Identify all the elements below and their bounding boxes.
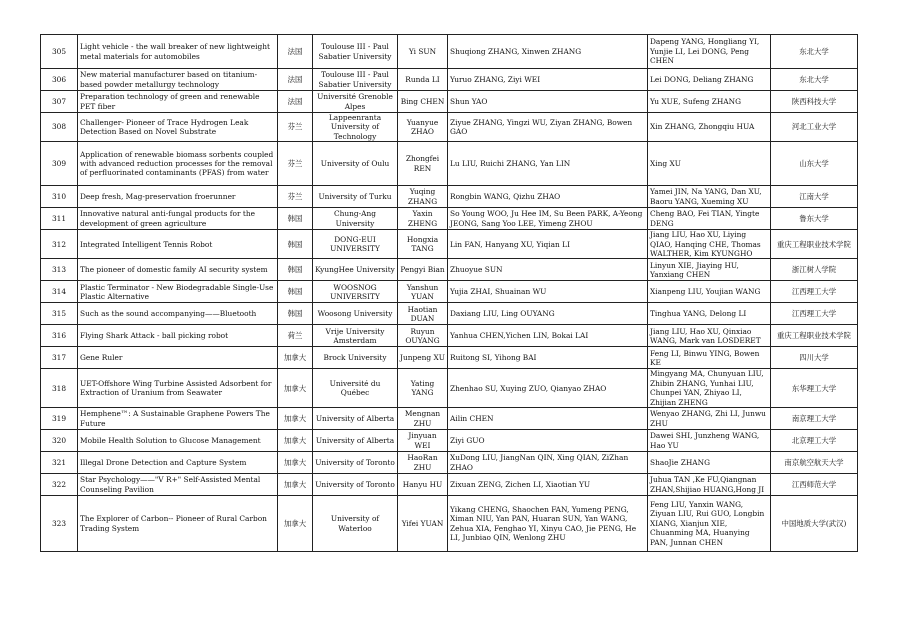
team-leader-cell: Yanshun YUAN: [398, 281, 448, 303]
row-number-cell: 316: [41, 325, 78, 347]
team-leader-cell: Yaxin ZHENG: [398, 208, 448, 230]
team-members-cell: Yanhua CHEN,Yichen LIN, Bokai LAI: [448, 325, 648, 347]
mentors-cell: Feng LIU, Yanxin WANG, Ziyuan LIU, Rui GUO, Longbin XIANG, Xianjun XIE, Chuanming MA, Huanying PAN, Junnan CHEN: [648, 496, 771, 552]
university-cell: University of Waterloo: [313, 496, 398, 552]
home-school-cell: 山东大学: [771, 142, 858, 186]
university-cell: Chung-Ang University: [313, 208, 398, 230]
mentors-cell: Linyun XIE, Jiaying HU, Yanxiang CHEN: [648, 259, 771, 281]
mentors-cell: Feng LI, Binwu YING, Bowen KE: [648, 347, 771, 369]
team-leader-cell: Yuqing ZHANG: [398, 186, 448, 208]
country-cell: 韩国: [278, 230, 313, 259]
team-members-cell: Shuqiong ZHANG, Xinwen ZHANG: [448, 35, 648, 69]
row-number-cell: 319: [41, 408, 78, 430]
row-number-cell: 313: [41, 259, 78, 281]
row-number-cell: 321: [41, 452, 78, 474]
table-row: [41, 303, 858, 325]
mentors-cell: Dawei SHI, Junzheng WANG, Hao YU: [648, 430, 771, 452]
country-cell: 加拿大: [278, 496, 313, 552]
project-name-cell: Illegal Drone Detection and Capture System: [78, 452, 278, 474]
project-name-cell: The pioneer of domestic family AI security system: [78, 259, 278, 281]
award-table: [40, 34, 858, 552]
country-cell: 芬兰: [278, 113, 313, 142]
team-members-cell: Ziyi GUO: [448, 430, 648, 452]
project-name-cell: Preparation technology of green and renewable PET fiber: [78, 91, 278, 113]
country-cell: 加拿大: [278, 408, 313, 430]
team-leader-cell: Jinyuan WEI: [398, 430, 448, 452]
country-cell: 法国: [278, 91, 313, 113]
university-cell: University of Alberta: [313, 430, 398, 452]
team-leader-cell: Yating YANG: [398, 369, 448, 408]
team-members-cell: Lu LIU, Ruichi ZHANG, Yan LIN: [448, 142, 648, 186]
home-school-cell: 鲁东大学: [771, 208, 858, 230]
country-cell: 加拿大: [278, 347, 313, 369]
university-cell: University of Oulu: [313, 142, 398, 186]
team-leader-cell: Ruyun OUYANG: [398, 325, 448, 347]
university-cell: University of Toronto: [313, 474, 398, 496]
mentors-cell: Cheng BAO, Fei TIAN, Yingte DENG: [648, 208, 771, 230]
country-cell: 韩国: [278, 259, 313, 281]
row-number-cell: 305: [41, 35, 78, 69]
team-leader-cell: Zhongfei REN: [398, 142, 448, 186]
university-cell: KyungHee University: [313, 259, 398, 281]
mentors-cell: Lei DONG, Deliang ZHANG: [648, 69, 771, 91]
mentors-cell: Juhua TAN ,Ke FU,Qiangnan ZHAN,Shijiao HUANG,Hong JI: [648, 474, 771, 496]
table-row: [41, 325, 858, 347]
table-row: [41, 347, 858, 369]
team-leader-cell: Bing CHEN: [398, 91, 448, 113]
mentors-cell: Jiang LIU, Hao XU, Liying QIAO, Hanqing CHE, Thomas WALTHER, Kim KYUNGHO: [648, 230, 771, 259]
country-cell: 韩国: [278, 208, 313, 230]
row-number-cell: 306: [41, 69, 78, 91]
project-name-cell: UET-Offshore Wing Turbine Assisted Adsorbent for Extraction of Uranium from Seawater: [78, 369, 278, 408]
team-members-cell: Yikang CHENG, Shaochen FAN, Yumeng PENG, Ximan NIU, Yan PAN, Huaran SUN, Yan WANG, Zehua XIA, Fenghao YI, Xinyu CAO, Jie PENG, He LI, Junbiao QIN, Wenlong ZHU: [448, 496, 648, 552]
table-row: [41, 186, 858, 208]
country-cell: 法国: [278, 69, 313, 91]
university-cell: Vrije University Amsterdam: [313, 325, 398, 347]
home-school-cell: 陕西科技大学: [771, 91, 858, 113]
team-members-cell: Ruitong SI, Yihong BAI: [448, 347, 648, 369]
team-leader-cell: Mengnan ZHU: [398, 408, 448, 430]
university-cell: University of Toronto: [313, 452, 398, 474]
home-school-cell: 重庆工程职业技术学院: [771, 325, 858, 347]
table-row: [41, 208, 858, 230]
university-cell: Brock University: [313, 347, 398, 369]
home-school-cell: 北京理工大学: [771, 430, 858, 452]
team-members-cell: Ailin CHEN: [448, 408, 648, 430]
table-row: [41, 452, 858, 474]
row-number-cell: 322: [41, 474, 78, 496]
mentors-cell: Tinghua YANG, Delong LI: [648, 303, 771, 325]
country-cell: 芬兰: [278, 142, 313, 186]
row-number-cell: 314: [41, 281, 78, 303]
row-number-cell: 317: [41, 347, 78, 369]
home-school-cell: 东华理工大学: [771, 369, 858, 408]
team-leader-cell: HaoRan ZHU: [398, 452, 448, 474]
team-leader-cell: Yi SUN: [398, 35, 448, 69]
project-name-cell: Gene Ruler: [78, 347, 278, 369]
university-cell: Toulouse III - Paul Sabatier University: [313, 69, 398, 91]
country-cell: 加拿大: [278, 474, 313, 496]
team-members-cell: Yuruo ZHANG, Ziyi WEI: [448, 69, 648, 91]
project-name-cell: Hemphene™: A Sustainable Graphene Powers The Future: [78, 408, 278, 430]
country-cell: 韩国: [278, 281, 313, 303]
mentors-cell: Jiang LIU, Hao XU, Qinxiao WANG, Mark van LOSDERET: [648, 325, 771, 347]
table-row: [41, 113, 858, 142]
table-row: [41, 408, 858, 430]
home-school-cell: 江西理工大学: [771, 281, 858, 303]
project-name-cell: Innovative natural anti-fungal products for the development of green agriculture: [78, 208, 278, 230]
home-school-cell: 中国地质大学(武汉): [771, 496, 858, 552]
home-school-cell: 南京航空航天大学: [771, 452, 858, 474]
table-row: [41, 281, 858, 303]
project-name-cell: Application of renewable biomass sorbents coupled with advanced reduction processes for the removal of perfluorinated contaminants (PFAS) from water: [78, 142, 278, 186]
university-cell: Toulouse III - Paul Sabatier University: [313, 35, 398, 69]
university-cell: Université Grenoble Alpes: [313, 91, 398, 113]
table-row: [41, 35, 858, 69]
team-members-cell: Lin FAN, Hanyang XU, Yiqian LI: [448, 230, 648, 259]
team-members-cell: Rongbin WANG, Qizhu ZHAO: [448, 186, 648, 208]
home-school-cell: 东北大学: [771, 69, 858, 91]
home-school-cell: 江西师范大学: [771, 474, 858, 496]
table-row: [41, 430, 858, 452]
mentors-cell: Mingyang MA, Chunyuan LIU, Zhibin ZHANG, Yunhai LIU, Chunpei YAN, Zhiyao LI, Zhijian ZHENG: [648, 369, 771, 408]
university-cell: Lappeenranta University of Technology: [313, 113, 398, 142]
country-cell: 韩国: [278, 303, 313, 325]
project-name-cell: Challenger- Pioneer of Trace Hydrogen Leak Detection Based on Novel Substrate: [78, 113, 278, 142]
mentors-cell: Xing XU: [648, 142, 771, 186]
university-cell: University of Turku: [313, 186, 398, 208]
project-name-cell: Integrated Intelligent Tennis Robot: [78, 230, 278, 259]
mentors-cell: Xianpeng LIU, Youjian WANG: [648, 281, 771, 303]
row-number-cell: 320: [41, 430, 78, 452]
university-cell: WOOSNOG UNIVERSITY: [313, 281, 398, 303]
table-row: [41, 259, 858, 281]
home-school-cell: 江西理工大学: [771, 303, 858, 325]
project-name-cell: Star Psychology——"V R+" Self-Assisted Mental Counseling Pavilion: [78, 474, 278, 496]
country-cell: 芬兰: [278, 186, 313, 208]
home-school-cell: 东北大学: [771, 35, 858, 69]
row-number-cell: 310: [41, 186, 78, 208]
home-school-cell: 浙江树人学院: [771, 259, 858, 281]
team-members-cell: So Young WOO, Ju Hee IM, Su Been PARK, A-Yeong JEONG, Sang Yoo LEE, Yimeng ZHOU: [448, 208, 648, 230]
team-members-cell: Zhenhao SU, Xuying ZUO, Qianyao ZHAO: [448, 369, 648, 408]
country-cell: 加拿大: [278, 452, 313, 474]
home-school-cell: 四川大学: [771, 347, 858, 369]
team-members-cell: Ziyue ZHANG, Yingzi WU, Ziyan ZHANG, Bowen GAO: [448, 113, 648, 142]
mentors-cell: Yamei JIN, Na YANG, Dan XU, Baoru YANG, Xueming XU: [648, 186, 771, 208]
team-leader-cell: Hanyu HU: [398, 474, 448, 496]
project-name-cell: Such as the sound accompanying——Bluetooth: [78, 303, 278, 325]
team-leader-cell: Haotian DUAN: [398, 303, 448, 325]
table-row: [41, 69, 858, 91]
team-leader-cell: Runda LI: [398, 69, 448, 91]
mentors-cell: Xin ZHANG, Zhongqiu HUA: [648, 113, 771, 142]
mentors-cell: Wenyao ZHANG, Zhi LI, Junwu ZHU: [648, 408, 771, 430]
project-name-cell: Plastic Terminator - New Biodegradable Single-Use Plastic Alternative: [78, 281, 278, 303]
row-number-cell: 308: [41, 113, 78, 142]
project-name-cell: New material manufacturer based on titanium-based powder metallurgy technology: [78, 69, 278, 91]
table-row: [41, 496, 858, 552]
team-leader-cell: Junpeng XU: [398, 347, 448, 369]
row-number-cell: 312: [41, 230, 78, 259]
team-members-cell: XuDong LIU, JiangNan QIN, Xing QIAN, ZiZhan ZHAO: [448, 452, 648, 474]
table-row: [41, 230, 858, 259]
team-members-cell: Yujia ZHAI, Shuainan WU: [448, 281, 648, 303]
project-name-cell: Deep fresh, Mag-preservation froerunner: [78, 186, 278, 208]
university-cell: Woosong University: [313, 303, 398, 325]
row-number-cell: 323: [41, 496, 78, 552]
team-members-cell: Shun YAO: [448, 91, 648, 113]
home-school-cell: 南京理工大学: [771, 408, 858, 430]
project-name-cell: Mobile Health Solution to Glucose Management: [78, 430, 278, 452]
row-number-cell: 318: [41, 369, 78, 408]
row-number-cell: 315: [41, 303, 78, 325]
mentors-cell: Yu XUE, Sufeng ZHANG: [648, 91, 771, 113]
mentors-cell: Dapeng YANG, Hongliang YI, Yunjie LI, Lei DONG, Peng CHEN: [648, 35, 771, 69]
project-name-cell: Light vehicle - the wall breaker of new lightweight metal materials for automobiles: [78, 35, 278, 69]
team-members-cell: Zixuan ZENG, Zichen LI, Xiaotian YU: [448, 474, 648, 496]
table-row: [41, 142, 858, 186]
country-cell: 荷兰: [278, 325, 313, 347]
table-row: [41, 474, 858, 496]
table-body: [41, 35, 858, 552]
project-name-cell: Flying Shark Attack - ball picking robot: [78, 325, 278, 347]
team-leader-cell: Pengyi Bian: [398, 259, 448, 281]
home-school-cell: 重庆工程职业技术学院: [771, 230, 858, 259]
team-leader-cell: Yuanyue ZHAO: [398, 113, 448, 142]
country-cell: 加拿大: [278, 369, 313, 408]
home-school-cell: 江南大学: [771, 186, 858, 208]
table-row: [41, 91, 858, 113]
home-school-cell: 河北工业大学: [771, 113, 858, 142]
row-number-cell: 311: [41, 208, 78, 230]
project-name-cell: The Explorer of Carbon-- Pioneer of Rural Carbon Trading System: [78, 496, 278, 552]
row-number-cell: 307: [41, 91, 78, 113]
university-cell: DONG-EUI UNIVERSITY: [313, 230, 398, 259]
table-row: [41, 369, 858, 408]
country-cell: 法国: [278, 35, 313, 69]
university-cell: University of Alberta: [313, 408, 398, 430]
university-cell: Université du Québec: [313, 369, 398, 408]
mentors-cell: ShaoJie ZHANG: [648, 452, 771, 474]
team-members-cell: Daxiang LIU, Ling OUYANG: [448, 303, 648, 325]
team-leader-cell: Hongxia TANG: [398, 230, 448, 259]
row-number-cell: 309: [41, 142, 78, 186]
country-cell: 加拿大: [278, 430, 313, 452]
team-leader-cell: Yifei YUAN: [398, 496, 448, 552]
team-members-cell: Zhuoyue SUN: [448, 259, 648, 281]
